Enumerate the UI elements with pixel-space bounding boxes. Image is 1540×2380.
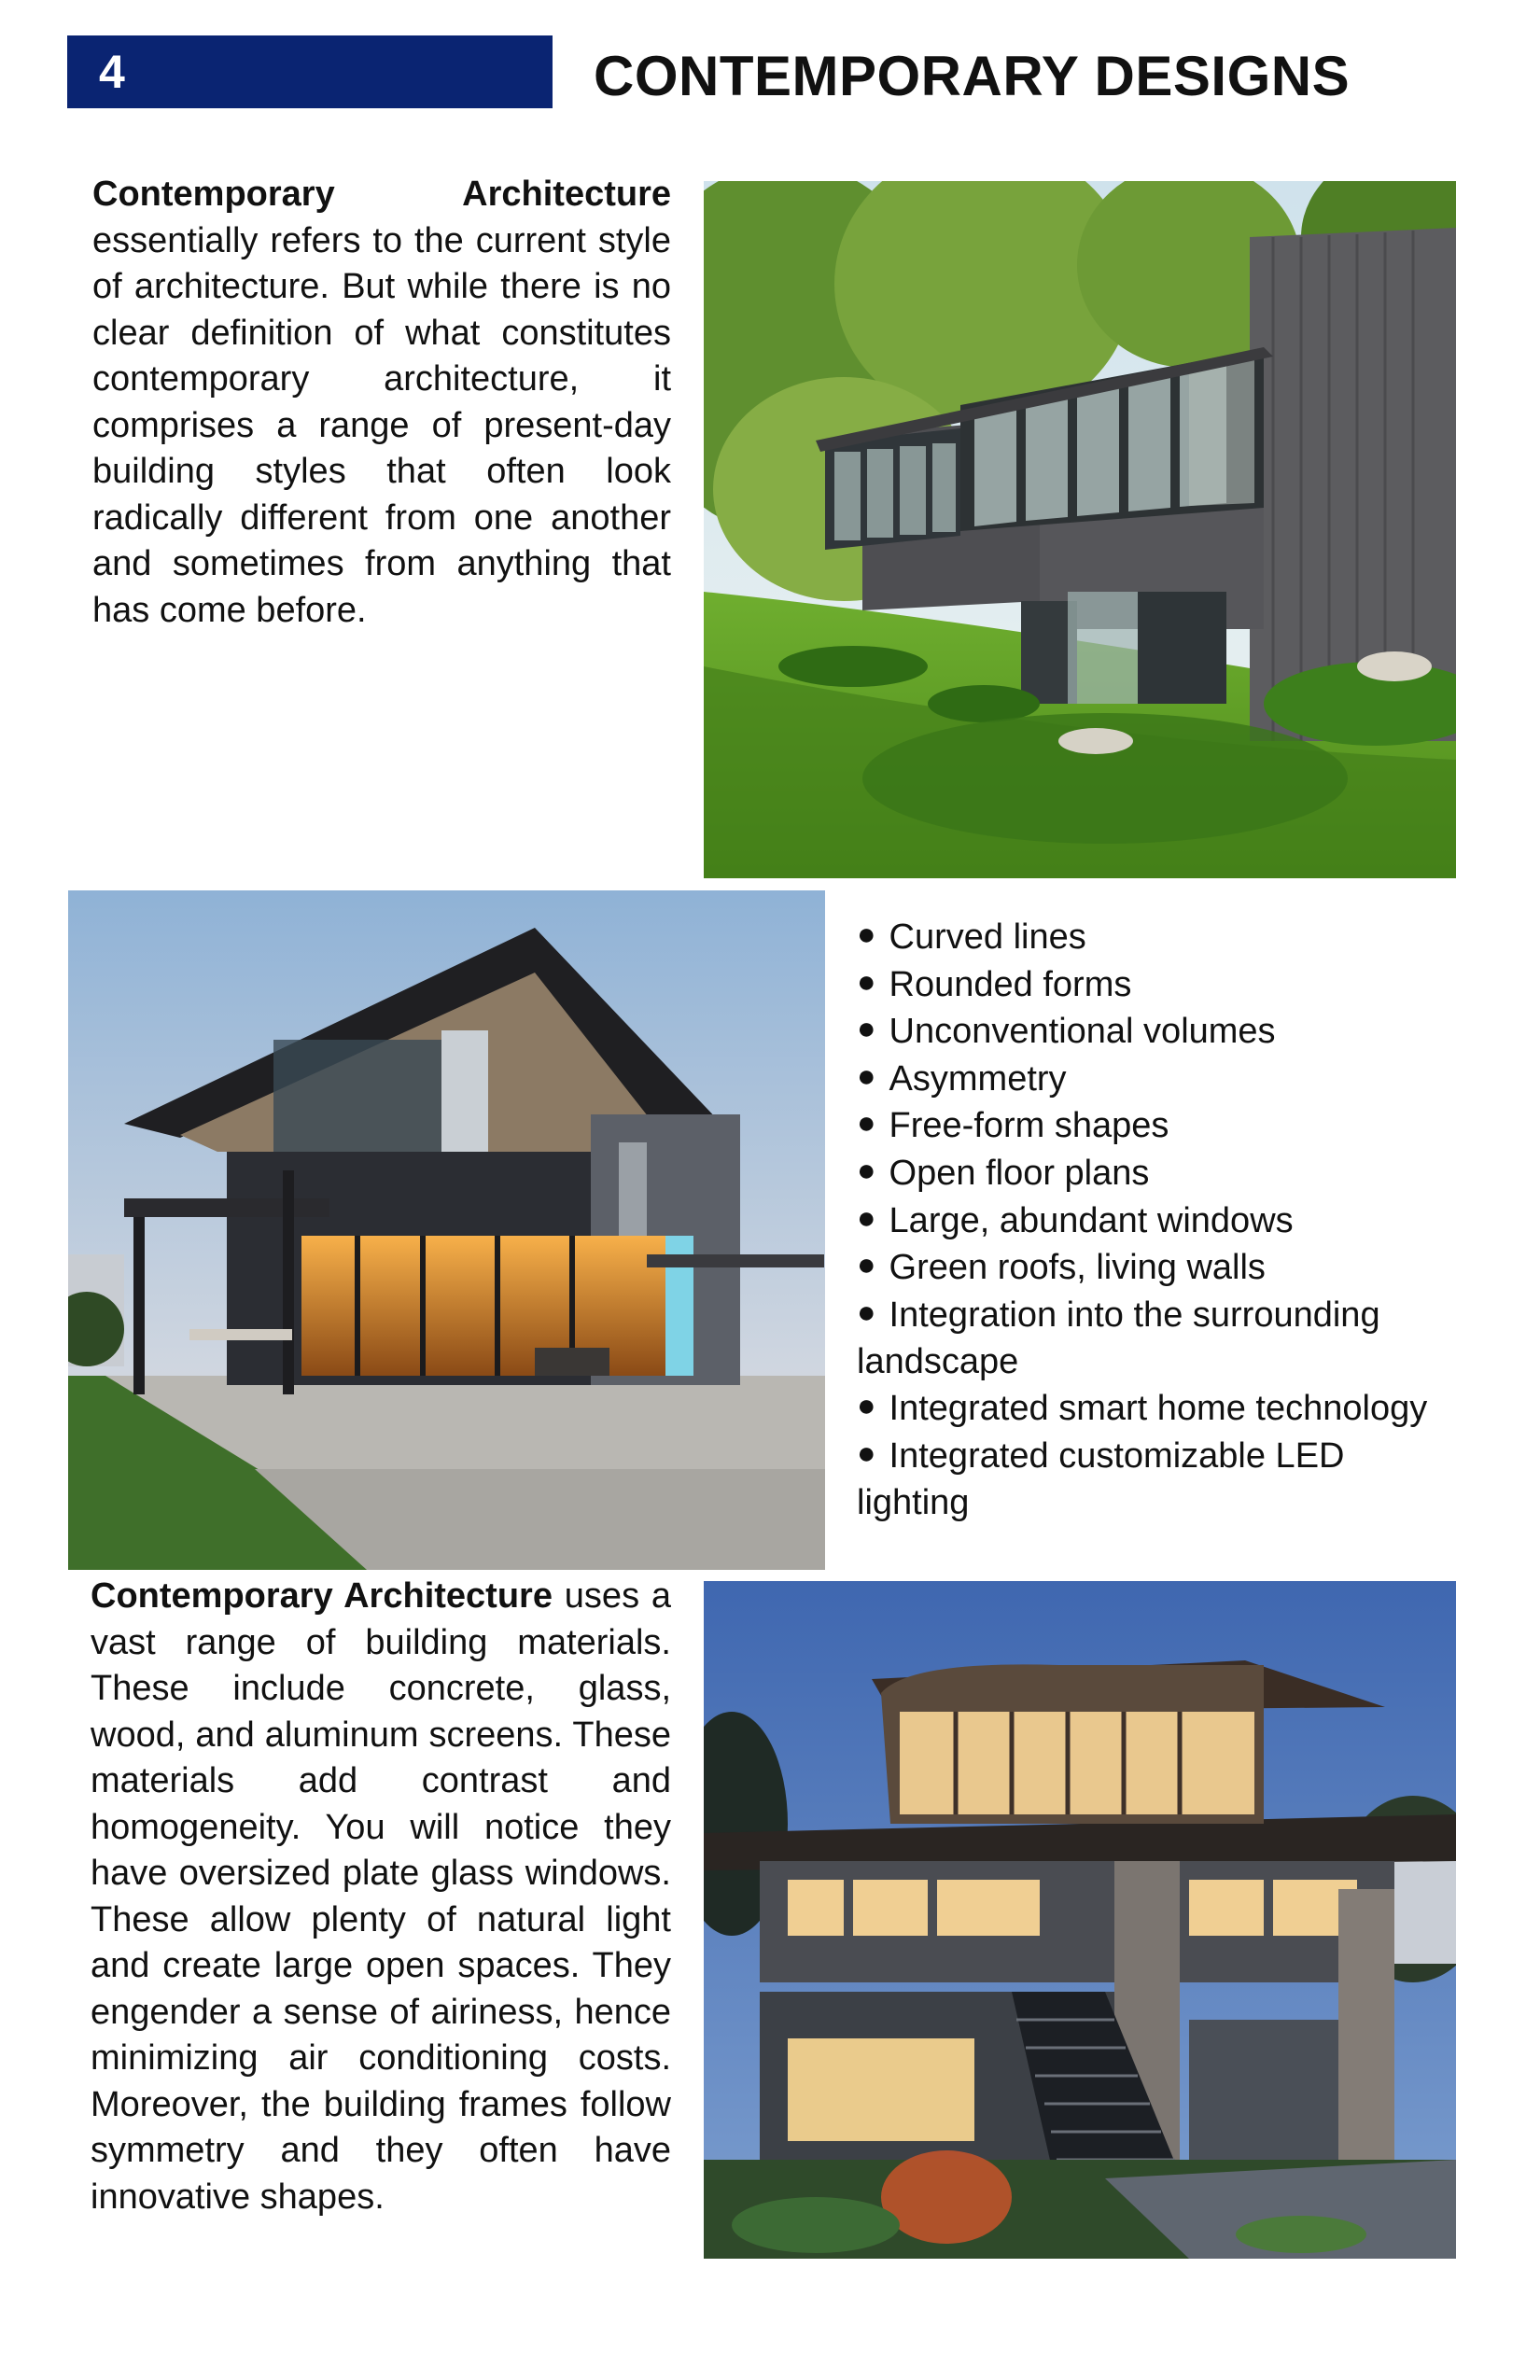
feature-list	[857, 915, 1450, 1527]
list-item: ● Rounded forms	[857, 963, 1132, 1004]
list-item: ● Large, abundant windows	[857, 1199, 1294, 1240]
intro-text: essentially refers to the current style of architecture. But while there is no clear definition of what constitutes contemporary architecture, it comprises a range of present-day building styles that often look radically different from one another and sometimes from anything that has come before.	[92, 220, 671, 630]
list-item: ● Integration into the surrounding landscape	[857, 1294, 1380, 1382]
photo-evening-house	[704, 1581, 1456, 2259]
list-item: ● Unconventional volumes	[857, 1011, 1276, 1052]
list-item: ● Asymmetry	[857, 1057, 1067, 1099]
page-number: 4	[99, 46, 125, 98]
photo-dusk-terrace-house	[68, 890, 825, 1570]
materials-paragraph	[91, 1574, 671, 2220]
page-title: CONTEMPORARY DESIGNS	[594, 45, 1351, 107]
list-item: ● Green roofs, living walls	[857, 1247, 1266, 1288]
list-item: ● Integrated smart home technology	[857, 1387, 1428, 1428]
materials-lead: Contemporary Architecture	[91, 1576, 553, 1616]
intro-lead: Contemporary Architecture	[92, 175, 671, 214]
page-number-bar	[67, 35, 553, 108]
photo-hillside-house	[704, 181, 1456, 878]
list-item: ● Curved lines	[857, 917, 1086, 957]
list-item: ● Open floor plans	[857, 1152, 1150, 1193]
list-item: ● Integrated customizable LED lighting	[857, 1435, 1345, 1523]
materials-text: uses a vast range of building materials. These include concrete, glass, wood, and aluminum screens. These materials add contrast and homogeneity. You will notice they have oversized plate glass windows. These allow plenty of natural light and create large open spaces. They engender a sense of airiness, hence minimizing air conditioning costs. Moreover, the building frames follow symmetry and they often have innovative shapes.	[91, 1576, 672, 2217]
list-item: ● Free-form shapes	[857, 1105, 1169, 1146]
intro-paragraph	[92, 172, 671, 634]
